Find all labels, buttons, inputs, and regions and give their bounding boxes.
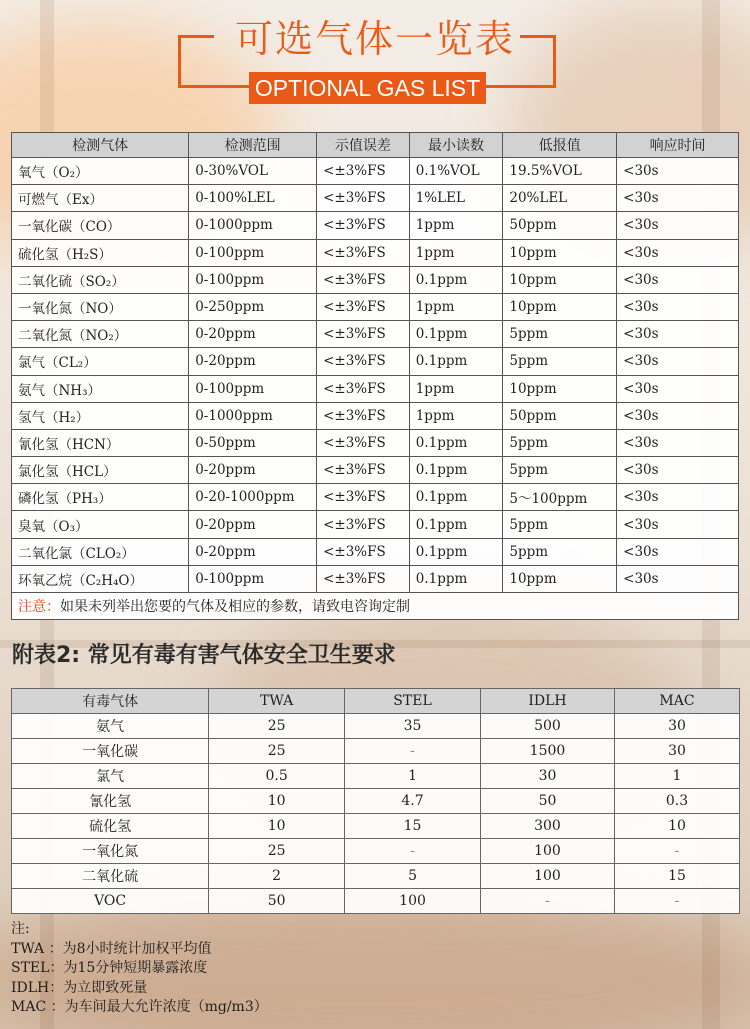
min-reading-cell: 0.1ppm bbox=[409, 457, 503, 484]
table-row bbox=[12, 375, 739, 402]
response-time-cell: <30s bbox=[617, 348, 739, 375]
range-cell: 0-20ppm bbox=[189, 457, 317, 484]
column-header: 检测范围 bbox=[189, 133, 317, 158]
note-text: 如果未列举出您要的气体及相应的参数，请致电咨询定制 bbox=[60, 599, 410, 616]
twa-cell: 10 bbox=[209, 814, 345, 839]
range-cell: 0-20-1000ppm bbox=[189, 484, 317, 511]
range-cell: 0-1000ppm bbox=[189, 402, 317, 429]
notes-block bbox=[11, 920, 268, 1018]
min-reading-cell: 0.1ppm bbox=[409, 511, 503, 538]
error-cell: <±3%FS bbox=[317, 212, 410, 239]
response-time-cell: <30s bbox=[617, 266, 739, 293]
min-reading-cell: 1%LEL bbox=[409, 185, 503, 212]
gas-name-cell: 二氧化氯（CLO₂） bbox=[12, 538, 189, 565]
table-row bbox=[12, 348, 739, 375]
twa-cell: 2 bbox=[209, 864, 345, 889]
table-row bbox=[12, 839, 740, 864]
stel-cell: 5 bbox=[345, 864, 481, 889]
table-row bbox=[12, 185, 739, 212]
stel-cell: 100 bbox=[345, 889, 481, 914]
low-alarm-cell: 20%LEL bbox=[503, 185, 617, 212]
range-cell: 0-20ppm bbox=[189, 538, 317, 565]
note-line: STEL：为15分钟短期暴露浓度 bbox=[11, 960, 208, 976]
low-alarm-cell: 10ppm bbox=[503, 266, 617, 293]
toxic-gas-name-cell: 二氧化硫 bbox=[12, 864, 209, 889]
low-alarm-cell: 50ppm bbox=[503, 402, 617, 429]
gas-name-cell: 硫化氢（H₂S） bbox=[12, 239, 189, 266]
table-row bbox=[12, 889, 740, 914]
table-row bbox=[12, 739, 740, 764]
gas-name-cell: 可燃气（Ex） bbox=[12, 185, 189, 212]
table-note bbox=[12, 593, 739, 620]
range-cell: 0-100ppm bbox=[189, 565, 317, 592]
min-reading-cell: 0.1ppm bbox=[409, 321, 503, 348]
toxic-gas-name-cell: VOC bbox=[12, 889, 209, 914]
table-header-row bbox=[12, 133, 739, 158]
response-time-cell: <30s bbox=[617, 429, 739, 456]
toxic-gas-name-cell: 一氧化碳 bbox=[12, 739, 209, 764]
error-cell: <±3%FS bbox=[317, 457, 410, 484]
gas-name-cell: 环氧乙烷（C₂H₄O） bbox=[12, 565, 189, 592]
range-cell: 0-100ppm bbox=[189, 239, 317, 266]
column-header: TWA bbox=[209, 689, 345, 714]
table-row bbox=[12, 457, 739, 484]
table-row bbox=[12, 484, 739, 511]
twa-cell: 25 bbox=[209, 714, 345, 739]
range-cell: 0-1000ppm bbox=[189, 212, 317, 239]
range-cell: 0-20ppm bbox=[189, 321, 317, 348]
low-alarm-cell: 10ppm bbox=[503, 239, 617, 266]
gas-name-cell: 一氧化碳（CO） bbox=[12, 212, 189, 239]
column-header: 响应时间 bbox=[617, 133, 739, 158]
min-reading-cell: 1ppm bbox=[409, 402, 503, 429]
range-cell: 0-50ppm bbox=[189, 429, 317, 456]
table-row bbox=[12, 789, 740, 814]
table-row bbox=[12, 321, 739, 348]
idlh-cell: 100 bbox=[481, 864, 615, 889]
bracket-decoration bbox=[178, 85, 250, 88]
gas-name-cell: 氰化氢（HCN） bbox=[12, 429, 189, 456]
page-title: 可选气体一览表 bbox=[234, 17, 515, 61]
note-line: IDLH：为立即致死量 bbox=[11, 979, 148, 996]
table-row bbox=[12, 429, 739, 456]
gas-name-cell: 磷化氢（PH₃） bbox=[12, 484, 189, 511]
twa-cell: 50 bbox=[209, 889, 345, 914]
response-time-cell: <30s bbox=[617, 565, 739, 592]
idlh-cell: 100 bbox=[481, 839, 615, 864]
table-row bbox=[12, 511, 739, 538]
gas-name-cell: 氯化氢（HCL） bbox=[12, 457, 189, 484]
low-alarm-cell: 5ppm bbox=[503, 321, 617, 348]
low-alarm-cell: 50ppm bbox=[503, 212, 617, 239]
error-cell: <±3%FS bbox=[317, 484, 410, 511]
response-time-cell: <30s bbox=[617, 457, 739, 484]
column-header: 检测气体 bbox=[12, 133, 189, 158]
error-cell: <±3%FS bbox=[317, 538, 410, 565]
gas-name-cell: 氢气（H₂） bbox=[12, 402, 189, 429]
low-alarm-cell: 5ppm bbox=[503, 538, 617, 565]
response-time-cell: <30s bbox=[617, 212, 739, 239]
table-row bbox=[12, 538, 739, 565]
error-cell: <±3%FS bbox=[317, 429, 410, 456]
error-cell: <±3%FS bbox=[317, 348, 410, 375]
table-header-row bbox=[12, 689, 740, 714]
idlh-cell: 300 bbox=[481, 814, 615, 839]
response-time-cell: <30s bbox=[617, 321, 739, 348]
low-alarm-cell: 10ppm bbox=[503, 293, 617, 320]
table-row bbox=[12, 158, 739, 185]
page-subtitle-en: OPTIONAL GAS LIST bbox=[249, 72, 486, 104]
gas-name-cell: 二氧化氮（NO₂） bbox=[12, 321, 189, 348]
twa-cell: 0.5 bbox=[209, 764, 345, 789]
note-label: 注意： bbox=[18, 599, 60, 616]
min-reading-cell: 1ppm bbox=[409, 239, 503, 266]
min-reading-cell: 1ppm bbox=[409, 212, 503, 239]
range-cell: 0-250ppm bbox=[189, 293, 317, 320]
range-cell: 0-100ppm bbox=[189, 375, 317, 402]
error-cell: <±3%FS bbox=[317, 293, 410, 320]
error-cell: <±3%FS bbox=[317, 158, 410, 185]
stel-cell: 35 bbox=[345, 714, 481, 739]
section-heading: 附表2: 常见有毒有害气体安全卫生要求 bbox=[12, 643, 396, 668]
table-row bbox=[12, 864, 740, 889]
column-header: 最小读数 bbox=[409, 133, 503, 158]
optional-gas-table bbox=[11, 132, 739, 620]
table-row bbox=[12, 266, 739, 293]
mac-cell: 10 bbox=[614, 814, 739, 839]
column-header: 示值误差 bbox=[317, 133, 410, 158]
response-time-cell: <30s bbox=[617, 239, 739, 266]
twa-cell: 25 bbox=[209, 739, 345, 764]
range-cell: 0-20ppm bbox=[189, 348, 317, 375]
table-row bbox=[12, 239, 739, 266]
table-row bbox=[12, 293, 739, 320]
column-header: 有毒气体 bbox=[12, 689, 209, 714]
low-alarm-cell: 10ppm bbox=[503, 565, 617, 592]
min-reading-cell: 0.1ppm bbox=[409, 484, 503, 511]
low-alarm-cell: 5～100ppm bbox=[503, 484, 617, 511]
gas-name-cell: 二氧化硫（SO₂） bbox=[12, 266, 189, 293]
stel-cell: - bbox=[345, 839, 481, 864]
stel-cell: 15 bbox=[345, 814, 481, 839]
mac-cell: - bbox=[614, 889, 739, 914]
toxic-gas-name-cell: 氯气 bbox=[12, 764, 209, 789]
range-cell: 0-30%VOL bbox=[189, 158, 317, 185]
mac-cell: 15 bbox=[614, 864, 739, 889]
note-line: MAC ：为车间最大允许浓度（mg/m3） bbox=[11, 999, 268, 1015]
mac-cell: 1 bbox=[614, 764, 739, 789]
low-alarm-cell: 5ppm bbox=[503, 429, 617, 456]
idlh-cell: - bbox=[481, 889, 615, 914]
table-row bbox=[12, 764, 740, 789]
column-header: MAC bbox=[614, 689, 739, 714]
mac-cell: - bbox=[614, 839, 739, 864]
error-cell: <±3%FS bbox=[317, 565, 410, 592]
min-reading-cell: 1ppm bbox=[409, 293, 503, 320]
table-row bbox=[12, 714, 740, 739]
stel-cell: 4.7 bbox=[345, 789, 481, 814]
response-time-cell: <30s bbox=[617, 538, 739, 565]
response-time-cell: <30s bbox=[617, 185, 739, 212]
low-alarm-cell: 10ppm bbox=[503, 375, 617, 402]
response-time-cell: <30s bbox=[617, 375, 739, 402]
response-time-cell: <30s bbox=[617, 484, 739, 511]
gas-name-cell: 臭氧（O₃） bbox=[12, 511, 189, 538]
notes-title: 注: bbox=[11, 921, 30, 937]
error-cell: <±3%FS bbox=[317, 185, 410, 212]
error-cell: <±3%FS bbox=[317, 402, 410, 429]
gas-name-cell: 氨气（NH₃） bbox=[12, 375, 189, 402]
error-cell: <±3%FS bbox=[317, 321, 410, 348]
range-cell: 0-100%LEL bbox=[189, 185, 317, 212]
gas-name-cell: 氧气（O₂） bbox=[12, 158, 189, 185]
error-cell: <±3%FS bbox=[317, 375, 410, 402]
bracket-decoration bbox=[484, 85, 556, 88]
twa-cell: 25 bbox=[209, 839, 345, 864]
toxic-gas-name-cell: 一氧化氮 bbox=[12, 839, 209, 864]
range-cell: 0-100ppm bbox=[189, 266, 317, 293]
min-reading-cell: 0.1ppm bbox=[409, 348, 503, 375]
low-alarm-cell: 5ppm bbox=[503, 348, 617, 375]
low-alarm-cell: 5ppm bbox=[503, 457, 617, 484]
table-row bbox=[12, 814, 740, 839]
table-row bbox=[12, 212, 739, 239]
toxic-gas-table bbox=[11, 688, 740, 914]
toxic-gas-name-cell: 硫化氢 bbox=[12, 814, 209, 839]
column-header: STEL bbox=[345, 689, 481, 714]
min-reading-cell: 0.1ppm bbox=[409, 429, 503, 456]
page-header bbox=[0, 0, 750, 115]
stel-cell: - bbox=[345, 739, 481, 764]
idlh-cell: 1500 bbox=[481, 739, 615, 764]
mac-cell: 30 bbox=[614, 739, 739, 764]
table-note-row bbox=[12, 593, 739, 620]
idlh-cell: 50 bbox=[481, 789, 615, 814]
min-reading-cell: 1ppm bbox=[409, 375, 503, 402]
table-row bbox=[12, 565, 739, 592]
error-cell: <±3%FS bbox=[317, 511, 410, 538]
min-reading-cell: 0.1%VOL bbox=[409, 158, 503, 185]
toxic-gas-name-cell: 氨气 bbox=[12, 714, 209, 739]
idlh-cell: 500 bbox=[481, 714, 615, 739]
range-cell: 0-20ppm bbox=[189, 511, 317, 538]
response-time-cell: <30s bbox=[617, 402, 739, 429]
column-header: IDLH bbox=[481, 689, 615, 714]
min-reading-cell: 0.1ppm bbox=[409, 538, 503, 565]
note-line: TWA ：为8小时统计加权平均值 bbox=[11, 940, 212, 957]
idlh-cell: 30 bbox=[481, 764, 615, 789]
response-time-cell: <30s bbox=[617, 158, 739, 185]
low-alarm-cell: 19.5%VOL bbox=[503, 158, 617, 185]
mac-cell: 0.3 bbox=[614, 789, 739, 814]
min-reading-cell: 0.1ppm bbox=[409, 565, 503, 592]
error-cell: <±3%FS bbox=[317, 266, 410, 293]
stel-cell: 1 bbox=[345, 764, 481, 789]
gas-name-cell: 一氧化氮（NO） bbox=[12, 293, 189, 320]
response-time-cell: <30s bbox=[617, 293, 739, 320]
low-alarm-cell: 5ppm bbox=[503, 511, 617, 538]
toxic-gas-name-cell: 氰化氢 bbox=[12, 789, 209, 814]
response-time-cell: <30s bbox=[617, 511, 739, 538]
error-cell: <±3%FS bbox=[317, 239, 410, 266]
mac-cell: 30 bbox=[614, 714, 739, 739]
column-header: 低报值 bbox=[503, 133, 617, 158]
gas-name-cell: 氯气（CL₂） bbox=[12, 348, 189, 375]
table-row bbox=[12, 402, 739, 429]
twa-cell: 10 bbox=[209, 789, 345, 814]
min-reading-cell: 0.1ppm bbox=[409, 266, 503, 293]
